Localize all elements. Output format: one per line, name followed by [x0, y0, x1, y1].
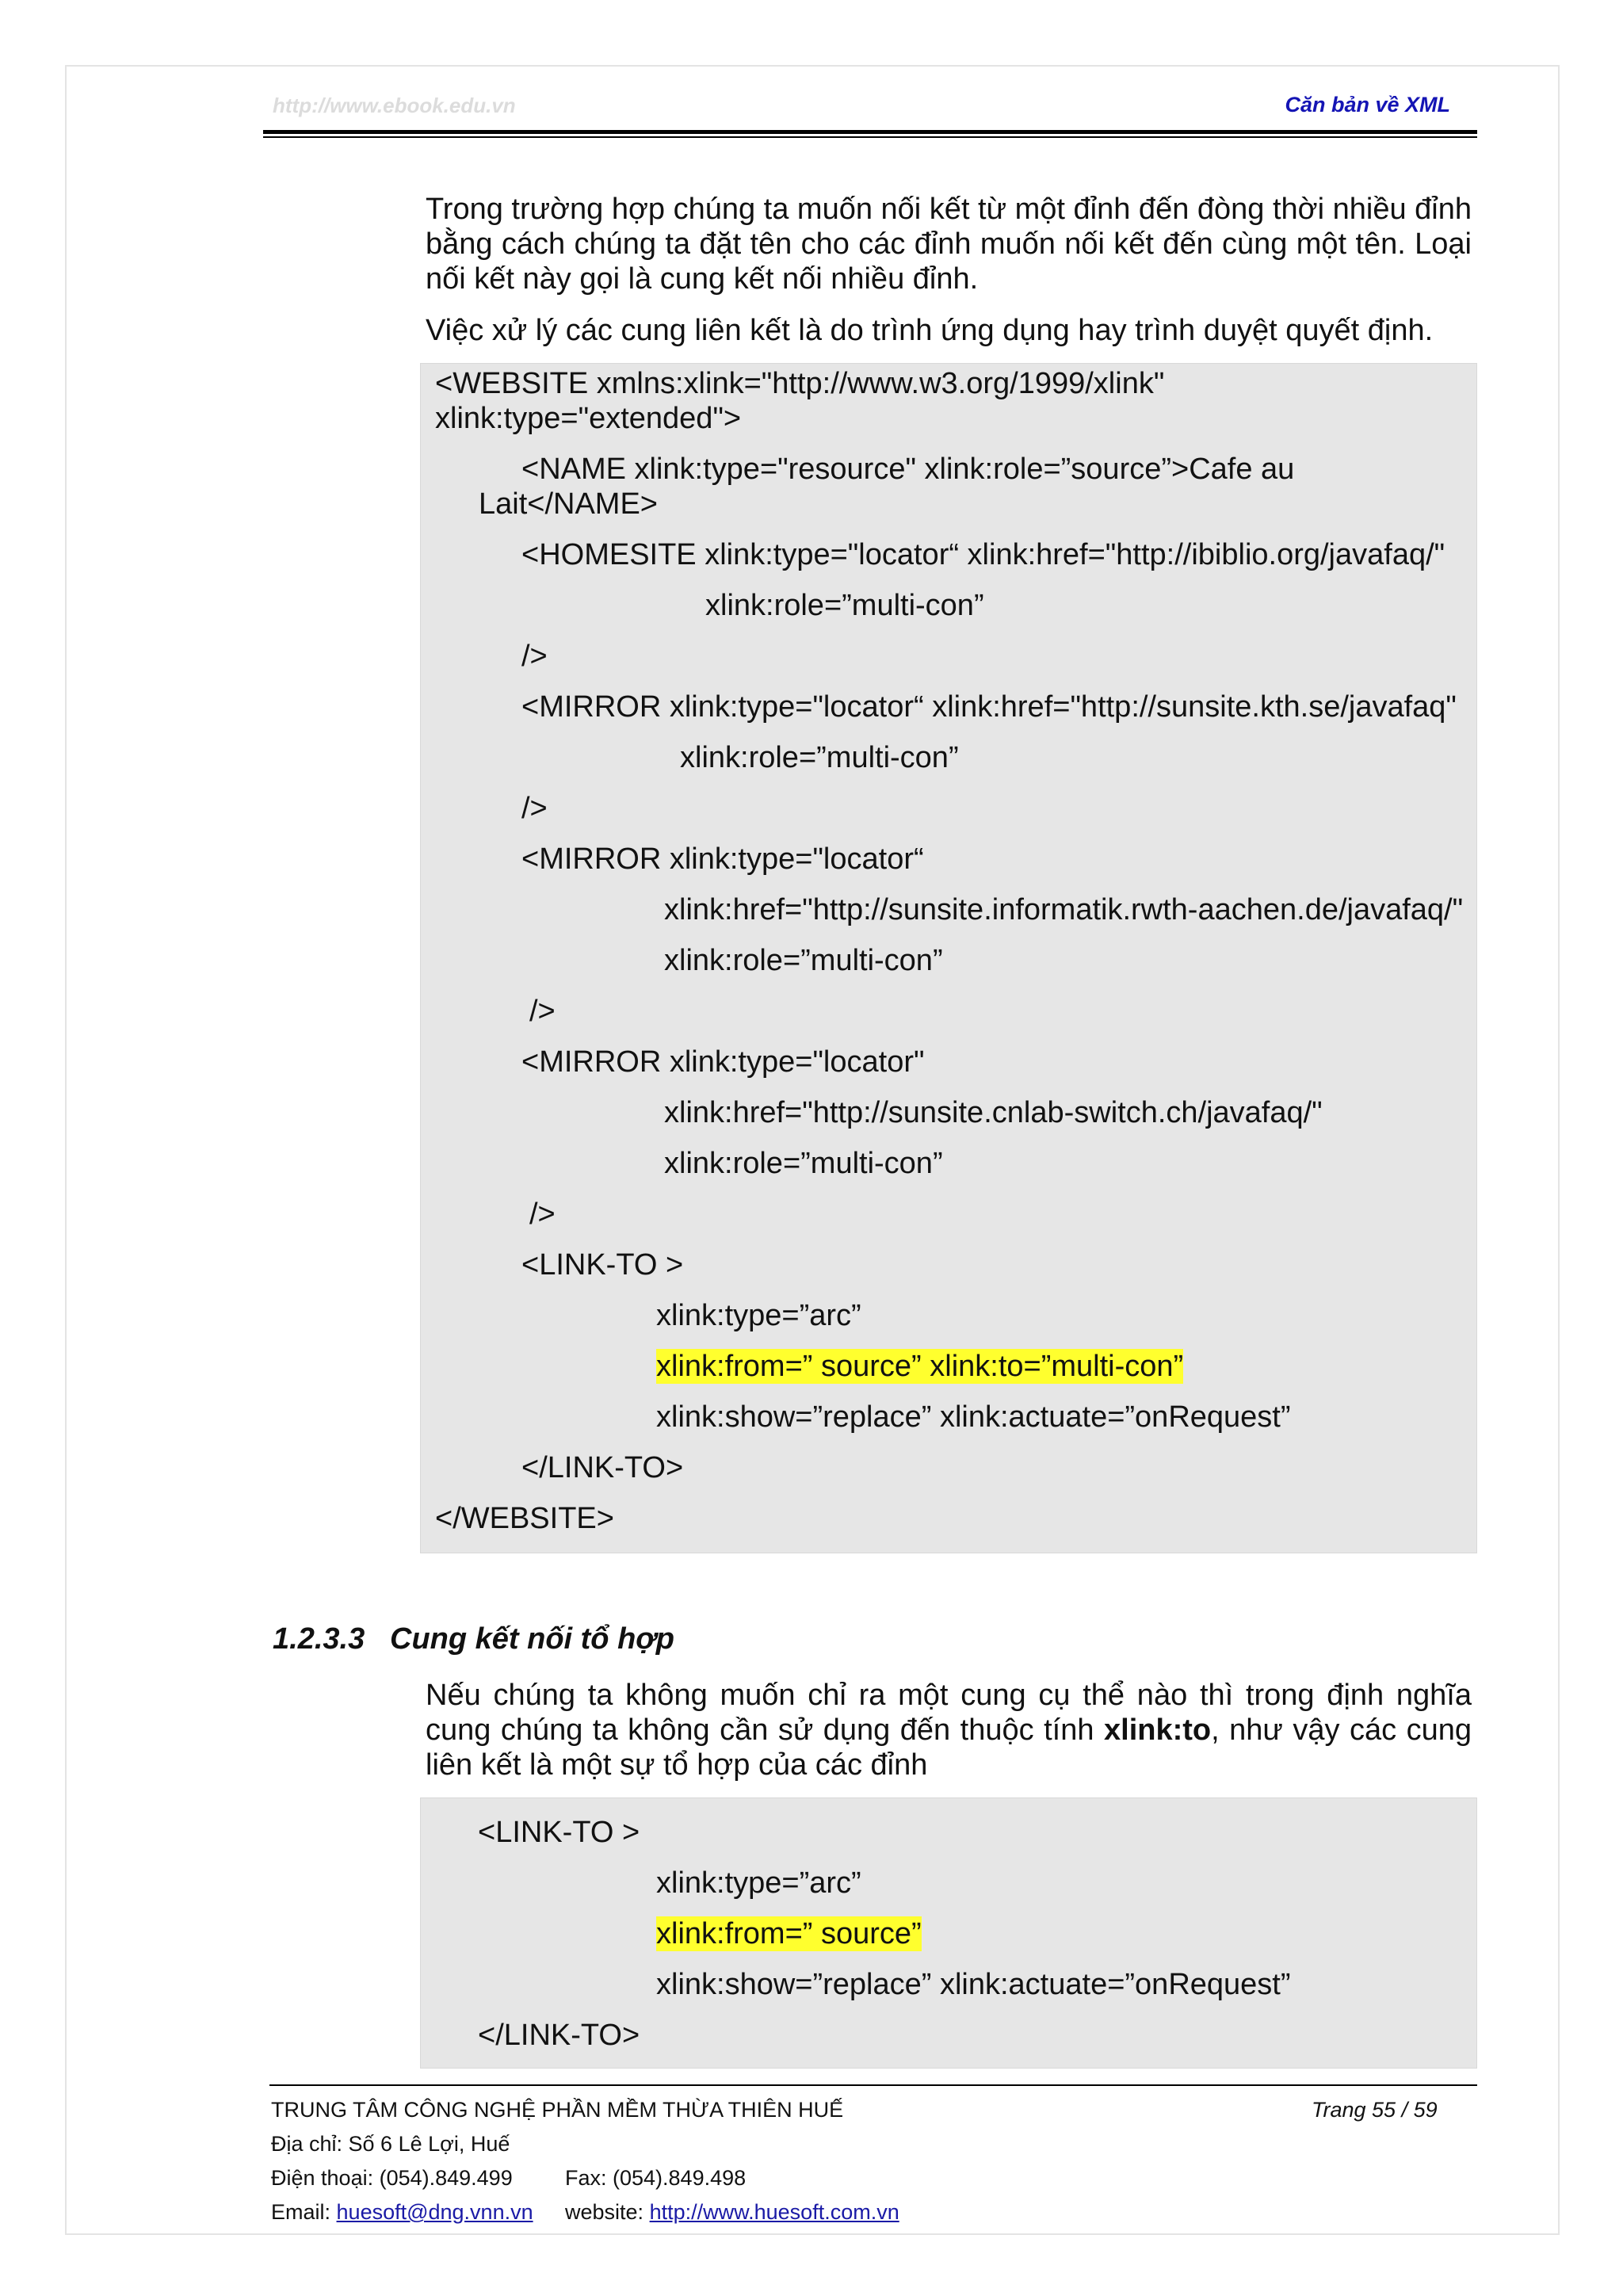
intro-paragraph-1: Trong trường hợp chúng ta muốn nối kết từ một đỉnh đến đòng thời nhiều đỉnh bằng cách chúng ta đặt tên cho các đỉnh muốn nối kết đến cùng một tên. Loại nối kết này gọi là cung kết nối nhiều đỉnh. [426, 193, 1472, 296]
code-line: xlink:href="http://sunsite.cnlab-switch.ch/javafaq/" [664, 1096, 1323, 1129]
code-line: <LINK-TO > [521, 1248, 684, 1282]
code-line: <MIRROR xlink:type="locator“ [521, 842, 924, 876]
code-line: xlink:type="extended"> [435, 402, 742, 435]
code-line: /> [521, 640, 548, 673]
footer-email-row [271, 2199, 533, 2225]
code-line: <NAME xlink:type="resource" xlink:role=”source”>Cafe au [521, 453, 1295, 486]
footer-website-label: website: [565, 2200, 644, 2224]
code-line: /> [529, 995, 556, 1028]
header-rule [263, 130, 1477, 138]
code-line: xlink:href="http://sunsite.informatik.rwth-aachen.de/javafaq/" [664, 893, 1464, 926]
section-paragraph-bold: xlink:to [1104, 1713, 1212, 1747]
code-line: xlink:type=”arc” [656, 1299, 861, 1332]
intro-paragraph-2: Việc xử lý các cung liên kết là do trình ứng dụng hay trình duyệt quyết định. [426, 314, 1434, 347]
code-line-highlighted: xlink:from=” source” [656, 1917, 922, 1950]
footer-org: TRUNG TÂM CÔNG NGHỆ PHẦN MỀM THỪA THIÊN HUẾ [271, 2098, 844, 2122]
footer-page-number: Trang 55 / 59 [1312, 2098, 1438, 2122]
code-line: <HOMESITE xlink:type="locator“ xlink:href="http://ibiblio.org/javafaq/" [521, 538, 1445, 571]
section-paragraph-text: Nếu chúng ta không muốn chỉ ra một cung cụ thể nào thì trong định nghĩa cung chúng ta không cần sử dụng đến thuộc tính [426, 1679, 1472, 1747]
footer-fax: Fax: (054).849.498 [565, 2166, 747, 2190]
code-line: xlink:type=”arc” [656, 1866, 861, 1900]
code-line: </LINK-TO> [478, 2019, 640, 2052]
footer-website-link[interactable]: http://www.huesoft.com.vn [649, 2200, 899, 2224]
code-line: <LINK-TO > [478, 1816, 640, 1849]
section-title: Cung kết nối tổ hợp [390, 1622, 675, 1656]
code-line: xlink:role=”multi-con” [680, 741, 959, 774]
code-line: <WEBSITE xmlns:xlink="http://www.w3.org/1999/xlink" [435, 367, 1165, 400]
code-line: <MIRROR xlink:type="locator“ xlink:href="http://sunsite.kth.se/javafaq" [521, 690, 1457, 724]
code-line: /> [529, 1198, 556, 1231]
footer-rule [269, 2084, 1477, 2086]
code-line: /> [521, 792, 548, 825]
code-line: xlink:role=”multi-con” [705, 589, 984, 622]
code-line: <MIRROR xlink:type="locator" [521, 1045, 925, 1079]
section-paragraph [426, 1678, 1472, 1782]
code-line: Lait</NAME> [479, 487, 658, 521]
footer-email-label: Email: [271, 2200, 331, 2224]
footer-phone: Điện thoại: (054).849.499 [271, 2166, 513, 2190]
code-line: xlink:show=”replace” xlink:actuate=”onRequest” [656, 1400, 1291, 1434]
code-line: </WEBSITE> [435, 1502, 614, 1535]
section-number: 1.2.3.3 [273, 1622, 365, 1656]
footer-website-row [565, 2199, 899, 2225]
section-paragraph-text-end: , như vậy các cung liên kết là một sự tổ hợp của các đỉnh [426, 1713, 1472, 1782]
code-line: xlink:role=”multi-con” [664, 1147, 943, 1180]
code-line: xlink:show=”replace” xlink:actuate=”onRequest” [656, 1968, 1291, 2001]
code-line-highlighted: xlink:from=” source” xlink:to=”multi-con” [656, 1350, 1184, 1383]
section-heading [273, 1622, 674, 1656]
footer-email-link[interactable]: huesoft@dng.vnn.vn [336, 2200, 533, 2224]
header-doc-title: Căn bản về XML [1285, 93, 1450, 117]
header-site-url: http://www.ebook.edu.vn [273, 94, 516, 117]
code-line: </LINK-TO> [521, 1451, 684, 1484]
footer-address: Địa chỉ: Số 6 Lê Lợi, Huế [271, 2132, 510, 2156]
code-line: xlink:role=”multi-con” [664, 944, 943, 977]
